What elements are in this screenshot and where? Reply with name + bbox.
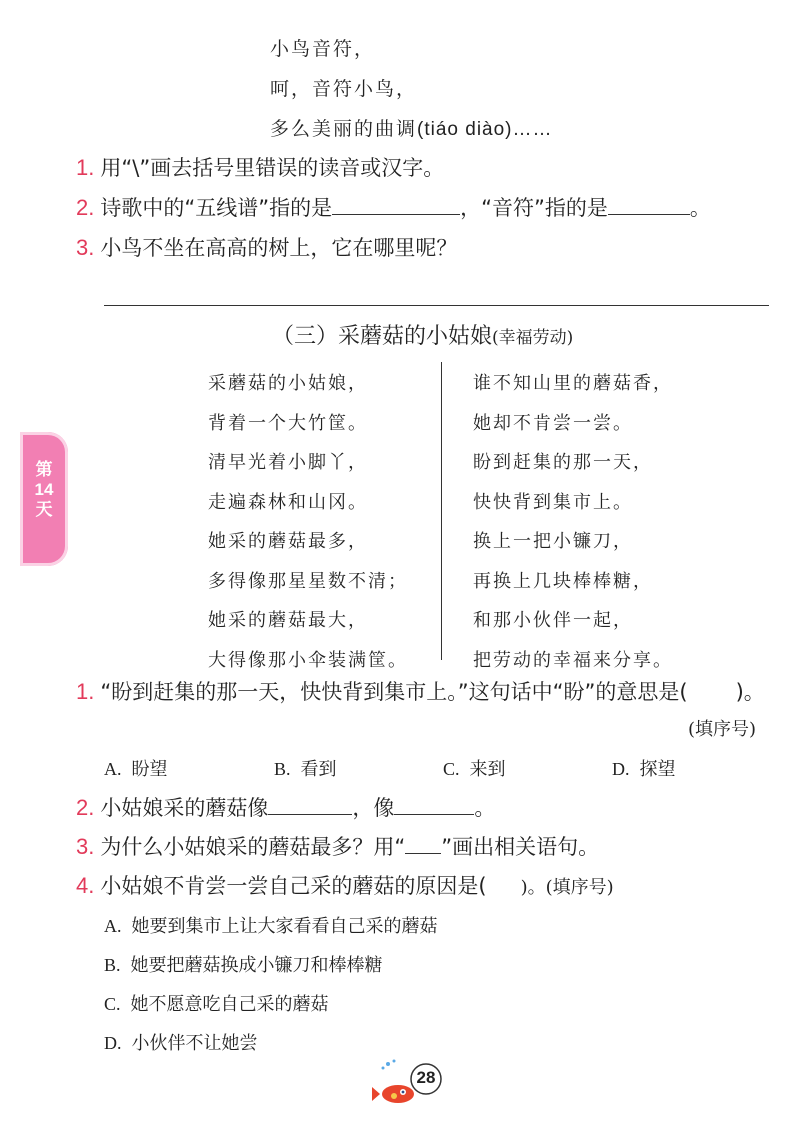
option-b[interactable]: [274, 755, 337, 781]
question-text: 小鸟不坐在高高的树上，它在哪里呢？: [100, 236, 458, 260]
question-3-2: [76, 792, 495, 822]
day-tab: [20, 432, 68, 566]
question-text: 。: [474, 796, 496, 820]
poem-left-column: [208, 364, 408, 680]
question-number: 2.: [76, 795, 95, 820]
poem-line: 清早光着小脚丫，: [208, 452, 368, 473]
question-3-4: [76, 870, 614, 900]
question-text-end: )。(填序号): [520, 877, 614, 898]
option-label: A.: [104, 916, 122, 936]
option-text: 她要到集市上让大家看看自己采的蘑菇: [131, 916, 438, 937]
question-number: 3.: [76, 235, 95, 260]
poem-column-divider: [441, 362, 442, 660]
page-number: 28: [416, 1068, 436, 1087]
poem-line: 大得像那小伞装满筐。: [208, 649, 408, 671]
q4-option-b[interactable]: [104, 951, 383, 977]
answer-blank[interactable]: [394, 796, 474, 815]
option-label: B.: [274, 759, 291, 779]
question-text: ，像: [352, 796, 395, 820]
poem-line: 走遍森林和山冈。: [208, 491, 368, 513]
poem-line: 她采的蘑菇最多，: [208, 531, 368, 552]
section-title: [272, 319, 573, 350]
question-text: 小姑娘不肯尝一尝自己采的蘑菇的原因是(: [100, 874, 487, 898]
question-number: 4.: [76, 873, 95, 898]
q4-option-c[interactable]: [104, 990, 329, 1016]
question-text: 为什么小姑娘采的蘑菇最多？用“: [100, 835, 406, 859]
question-3-1: [76, 676, 765, 706]
question-number: 1.: [76, 679, 95, 704]
option-label: B.: [104, 955, 121, 975]
question-number: 3.: [76, 834, 95, 859]
poem-line: 盼到赶集的那一天，: [473, 452, 653, 473]
poem-line: 多得像那星星数不清；: [208, 570, 408, 592]
poem-line: 她却不肯尝一尝。: [473, 412, 633, 434]
top-poem-line-2: 呵，音符小鸟，: [270, 78, 418, 100]
section-divider: [104, 305, 769, 306]
option-label: C.: [443, 759, 460, 779]
question-text-end: )。: [735, 680, 765, 704]
page-number-badge: [370, 1058, 450, 1108]
question-text: 诗歌中的“五线谱”指的是: [100, 196, 333, 220]
question-2-2: [76, 192, 711, 222]
pinyin-options: (tiáo diào)……: [417, 119, 553, 140]
poem-line: 背着一个大竹筐。: [208, 412, 368, 434]
poem-right-column: [473, 364, 673, 680]
q4-option-d[interactable]: [104, 1029, 258, 1055]
option-text: 来到: [469, 759, 506, 780]
section-subtitle: (幸福劳动): [492, 328, 574, 348]
option-text: 她不愿意吃自己采的蘑菇: [130, 994, 329, 1015]
option-a[interactable]: [104, 755, 168, 781]
option-label: A.: [104, 759, 122, 779]
option-label: C.: [104, 994, 121, 1014]
day-tab-prefix: 第: [35, 460, 53, 479]
question-text: 。: [689, 196, 711, 220]
poem-line: 换上一把小镰刀，: [473, 531, 633, 552]
question-text: 小姑娘采的蘑菇像: [100, 796, 269, 820]
poem-line: 采蘑菇的小姑娘，: [208, 373, 368, 394]
poem-line: 和那小伙伴一起，: [473, 610, 633, 631]
option-c[interactable]: [443, 755, 506, 781]
top-poem-line-1: 小鸟音符，: [270, 38, 376, 60]
question-2-3: [76, 232, 457, 262]
question-3-3: [76, 831, 599, 861]
top-poem-line-3: [270, 114, 553, 141]
option-text: 看到: [300, 759, 337, 780]
poem-line: 再换上几块棒棒糖，: [473, 570, 653, 592]
top-poem-line-3-text: 多么美丽的曲调: [270, 118, 418, 140]
question-number: 1.: [76, 155, 95, 180]
fill-number-hint: (填序号): [688, 719, 757, 740]
option-text: 探望: [639, 759, 676, 780]
option-text: 小伙伴不让她尝: [131, 1033, 258, 1054]
day-tab-suffix: 天: [35, 500, 53, 519]
poem-line: 把劳动的幸福来分享。: [473, 649, 673, 671]
section-title-text: （三）采蘑菇的小姑娘: [272, 323, 493, 348]
answer-blank[interactable]: [332, 196, 460, 215]
poem-line: 快快背到集市上。: [473, 491, 633, 513]
answer-blank[interactable]: [608, 196, 690, 215]
question-text: 用“\”画去括号里错误的读音或汉字。: [100, 156, 445, 180]
option-text: 盼望: [131, 759, 168, 780]
q4-option-a[interactable]: [104, 912, 438, 938]
question-text: “盼到赶集的那一天，快快背到集市上。”这句话中“盼”的意思是(: [100, 680, 688, 704]
option-text: 她要把蘑菇换成小镰刀和棒棒糖: [130, 955, 383, 976]
day-tab-number: 14: [34, 480, 54, 499]
question-text: ，“音符”指的是: [460, 196, 608, 220]
question-number: 2.: [76, 195, 95, 220]
answer-blank[interactable]: [268, 796, 352, 815]
question-text: ”画出相关语句。: [441, 835, 600, 859]
poem-line: 谁不知山里的蘑菇香，: [473, 373, 673, 394]
question-2-1: [76, 152, 444, 182]
underline-sample: [405, 835, 441, 854]
option-d[interactable]: [612, 755, 676, 781]
poem-line: 她采的蘑菇最大，: [208, 610, 368, 631]
option-label: D.: [104, 1033, 122, 1053]
option-label: D.: [612, 759, 630, 779]
